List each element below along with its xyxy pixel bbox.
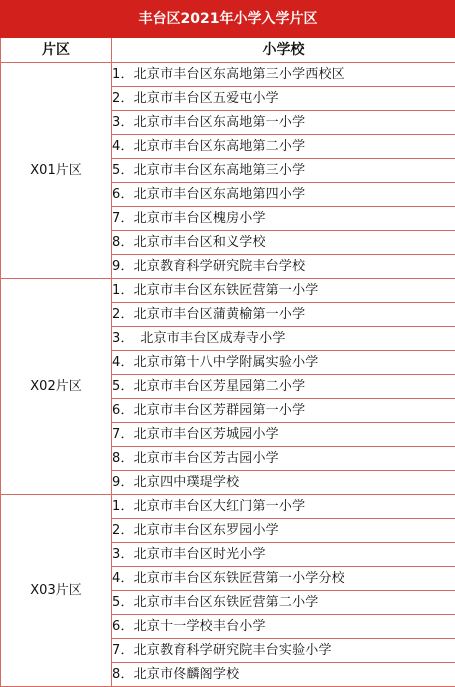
school-cell: 2．北京市丰台区东罗园小学 <box>112 519 455 543</box>
table-row <box>1 495 455 519</box>
title-row <box>1 1 455 38</box>
district-cell: X01片区 <box>1 63 112 279</box>
district-cell: X02片区 <box>1 279 112 495</box>
school-cell: 7．北京教育科学研究院丰台实验小学 <box>112 639 455 663</box>
school-cell: 3．北京市丰台区时光小学 <box>112 543 455 567</box>
header-row <box>1 38 455 63</box>
school-cell: 6．北京市丰台区东高地第四小学 <box>112 183 455 207</box>
school-cell: 3．北京市丰台区东高地第一小学 <box>112 111 455 135</box>
school-cell: 1．北京市丰台区东铁匠营第一小学 <box>112 279 455 303</box>
school-cell: 5．北京市丰台区东铁匠营第二小学 <box>112 591 455 615</box>
table-row <box>1 63 455 87</box>
school-cell: 7．北京市丰台区槐房小学 <box>112 207 455 231</box>
school-cell: 3． 北京市丰台区成寿寺小学 <box>112 327 455 351</box>
school-cell: 4．北京市丰台区东铁匠营第一小学分校 <box>112 567 455 591</box>
school-cell: 8．北京市丰台区芳古园小学 <box>112 447 455 471</box>
school-cell: 8．北京市丰台区和义学校 <box>112 231 455 255</box>
district-cell: X03片区 <box>1 495 112 687</box>
school-cell: 9．北京四中璞瑅学校 <box>112 471 455 495</box>
table-title: 丰台区2021年小学入学片区 <box>1 1 455 38</box>
school-cell: 6．北京十一学校丰台小学 <box>112 615 455 639</box>
school-cell: 5．北京市丰台区芳星园第二小学 <box>112 375 455 399</box>
school-cell: 6．北京市丰台区芳群园第一小学 <box>112 399 455 423</box>
school-cell: 2．北京市丰台区五爱屯小学 <box>112 87 455 111</box>
school-cell: 4．北京市丰台区东高地第二小学 <box>112 135 455 159</box>
header-district: 片区 <box>1 38 112 63</box>
school-cell: 2．北京市丰台区蒲黄榆第一小学 <box>112 303 455 327</box>
school-cell: 8．北京市佟麟阁学校 <box>112 663 455 687</box>
table-row <box>1 279 455 303</box>
school-cell: 1．北京市丰台区东高地第三小学西校区 <box>112 63 455 87</box>
school-cell: 9．北京教育科学研究院丰台学校 <box>112 255 455 279</box>
school-cell: 5．北京市丰台区东高地第三小学 <box>112 159 455 183</box>
school-cell: 1．北京市丰台区大红门第一小学 <box>112 495 455 519</box>
school-cell: 7．北京市丰台区芳城园小学 <box>112 423 455 447</box>
header-school: 小学校 <box>112 38 455 63</box>
school-cell: 4．北京市第十八中学附属实验小学 <box>112 351 455 375</box>
